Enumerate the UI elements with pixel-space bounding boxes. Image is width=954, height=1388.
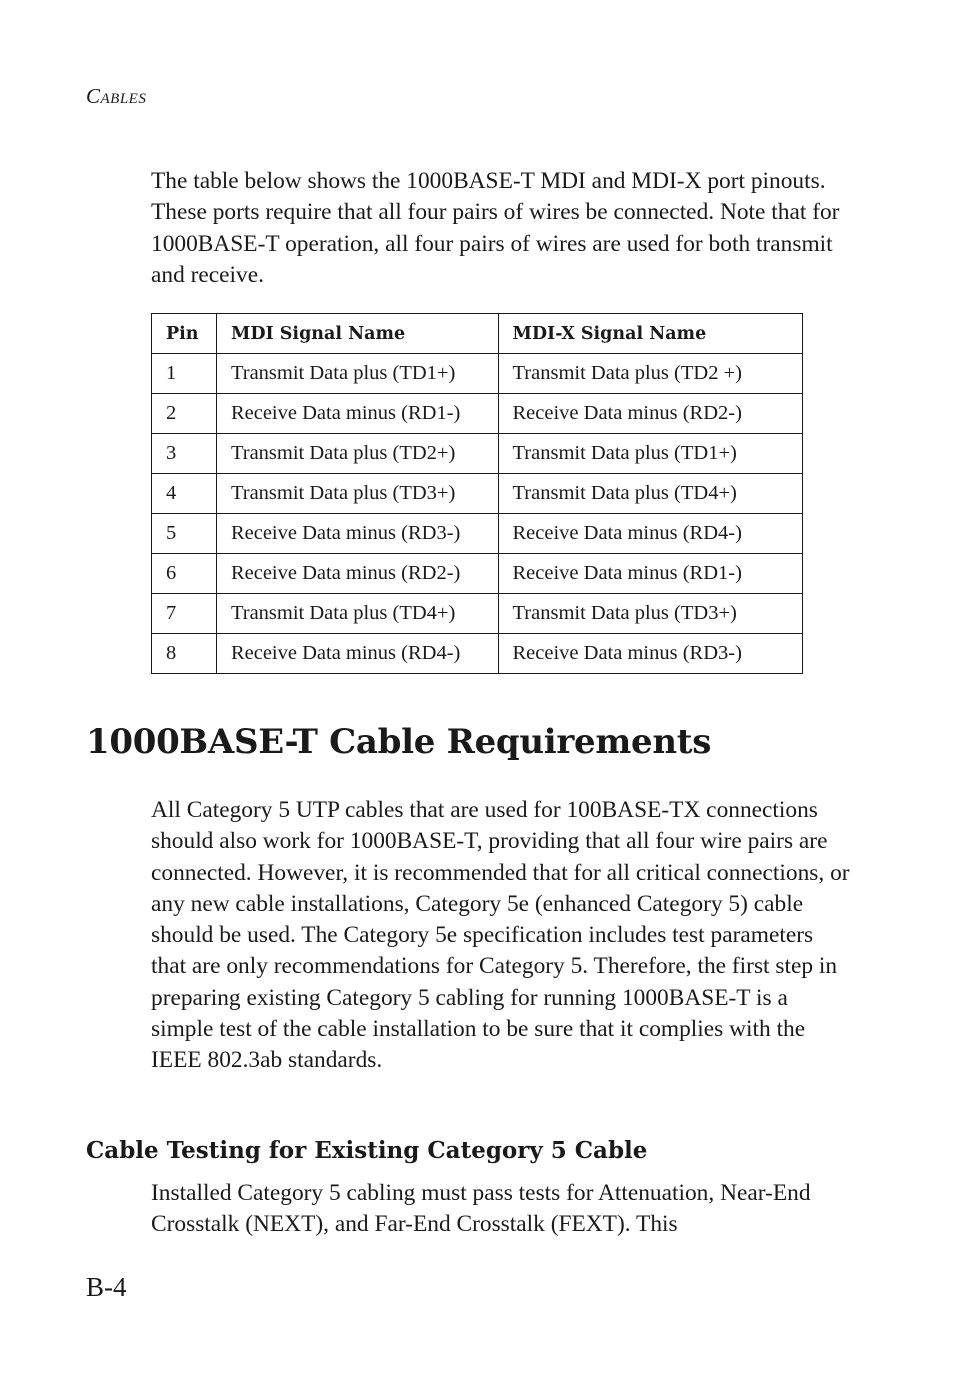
mdix-cell: Receive Data minus (RD3-) <box>498 634 803 674</box>
running-head <box>86 84 146 109</box>
section-heading: 1000BASE-T Cable Requirements <box>86 722 712 762</box>
table-row <box>152 474 803 514</box>
mdix-cell: Transmit Data plus (TD1+) <box>498 434 803 474</box>
header-mdi-signal: MDI Signal Name <box>216 314 498 354</box>
pin-cell: 3 <box>152 434 217 474</box>
pin-cell: 8 <box>152 634 217 674</box>
table-row <box>152 434 803 474</box>
table-row <box>152 354 803 394</box>
mdi-cell: Receive Data minus (RD4-) <box>216 634 498 674</box>
table-row <box>152 554 803 594</box>
running-head-small-caps: ABLES <box>100 91 147 107</box>
pin-cell: 7 <box>152 594 217 634</box>
mdix-cell: Transmit Data plus (TD3+) <box>498 594 803 634</box>
mdi-cell: Receive Data minus (RD3-) <box>216 514 498 554</box>
header-pin: Pin <box>152 314 217 354</box>
mdi-cell: Transmit Data plus (TD3+) <box>216 474 498 514</box>
mdix-cell: Transmit Data plus (TD2 +) <box>498 354 803 394</box>
intro-paragraph: The table below shows the 1000BASE-T MDI and MDI-X port pinouts. These ports require that all four pairs of wires be connected. Note that for 1000BASE-T operation, all four pairs of wires are used for both transmit and receive. <box>151 168 840 288</box>
subsection-paragraph: Installed Category 5 cabling must pass tests for Attenuation, Near-End Crosstalk (NEXT), and Far-End Crosstalk (FEXT). This <box>151 1180 811 1238</box>
section-paragraph: All Category 5 UTP cables that are used for 100BASE-TX connections should also work for 1000BASE-T, providing that all four wire pairs are connected. However, it is recommended that for all critical connections, or any new cable installations, Category 5e (enhanced Category 5) cable should be used. The Category 5e specification includes test parameters that are only recommendations for Category 5. Therefore, the first step in preparing existing Category 5 cabling for running 1000BASE-T is a simple test of the cable installation to be sure that it complies with the IEEE 802.3ab standards. <box>151 797 850 1074</box>
pin-cell: 5 <box>152 514 217 554</box>
pin-cell: 4 <box>152 474 217 514</box>
mdix-cell: Receive Data minus (RD1-) <box>498 554 803 594</box>
mdix-cell: Transmit Data plus (TD4+) <box>498 474 803 514</box>
mdix-cell: Receive Data minus (RD2-) <box>498 394 803 434</box>
table-header-row <box>152 314 803 354</box>
table-row <box>152 514 803 554</box>
header-mdix-signal: MDI-X Signal Name <box>498 314 803 354</box>
table-row <box>152 594 803 634</box>
table-row <box>152 634 803 674</box>
page-number: B-4 <box>86 1272 127 1302</box>
pin-cell: 2 <box>152 394 217 434</box>
mdi-cell: Transmit Data plus (TD4+) <box>216 594 498 634</box>
running-head-initial: C <box>86 84 101 108</box>
pin-cell: 1 <box>152 354 217 394</box>
pinout-table <box>151 313 803 674</box>
pin-cell: 6 <box>152 554 217 594</box>
mdix-cell: Receive Data minus (RD4-) <box>498 514 803 554</box>
table-row <box>152 394 803 434</box>
mdi-cell: Transmit Data plus (TD1+) <box>216 354 498 394</box>
mdi-cell: Transmit Data plus (TD2+) <box>216 434 498 474</box>
subsection-heading: Cable Testing for Existing Category 5 Cable <box>86 1137 648 1164</box>
mdi-cell: Receive Data minus (RD2-) <box>216 554 498 594</box>
mdi-cell: Receive Data minus (RD1-) <box>216 394 498 434</box>
